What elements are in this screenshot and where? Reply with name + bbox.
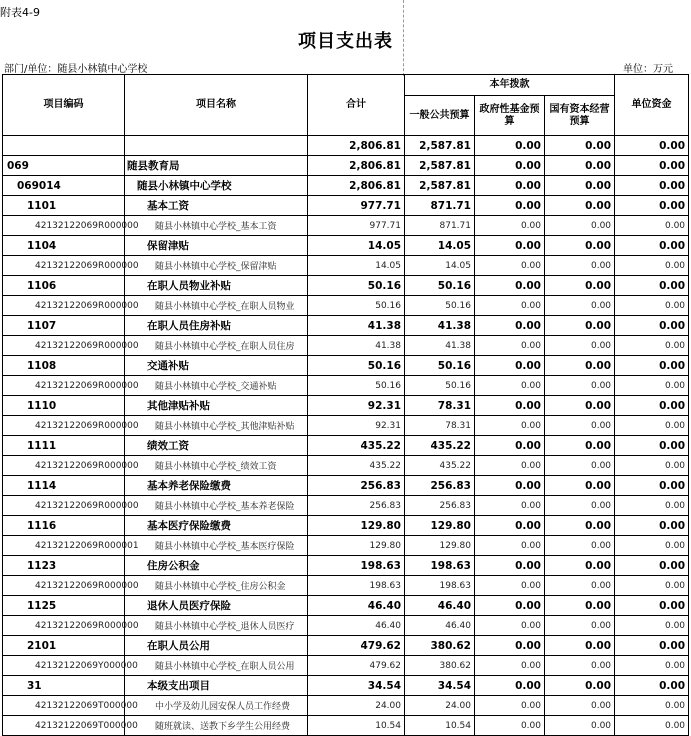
cell-gov-fund: 0.00 <box>475 556 545 576</box>
cell-name: 随县小林镇中心学校_基本医疗保险 <box>125 536 308 556</box>
cell-gov-fund: 0.00 <box>475 136 545 156</box>
cell-state-capital: 0.00 <box>545 416 615 436</box>
cell-unit-fund: 0.00 <box>615 636 689 656</box>
cell-unit-fund: 0.00 <box>615 516 689 536</box>
cell-name: 交通补贴 <box>125 356 308 376</box>
cell-code: 1110 <box>3 396 125 416</box>
cell-general: 41.38 <box>405 336 475 356</box>
cell-code: 1114 <box>3 476 125 496</box>
table-row <box>3 136 689 156</box>
cell-name: 本级支出项目 <box>125 676 308 696</box>
table-row <box>3 576 689 596</box>
cell-name: 随班就读、送教下乡学生公用经费 <box>125 716 308 736</box>
table-row <box>3 536 689 556</box>
cell-general: 256.83 <box>405 476 475 496</box>
cell-state-capital: 0.00 <box>545 496 615 516</box>
cell-unit-fund: 0.00 <box>615 656 689 676</box>
table-row <box>3 256 689 276</box>
table-row <box>3 696 689 716</box>
table-row <box>3 356 689 376</box>
table-row <box>3 376 689 396</box>
cell-state-capital: 0.00 <box>545 136 615 156</box>
cell-state-capital: 0.00 <box>545 516 615 536</box>
cell-gov-fund: 0.00 <box>475 156 545 176</box>
cell-code: 1107 <box>3 316 125 336</box>
cell-unit-fund: 0.00 <box>615 456 689 476</box>
table-row <box>3 456 689 476</box>
cell-gov-fund: 0.00 <box>475 656 545 676</box>
col-header-general: 一般公共预算 <box>405 96 475 136</box>
cell-name: 保留津贴 <box>125 236 308 256</box>
table-row <box>3 316 689 336</box>
cell-general: 129.80 <box>405 516 475 536</box>
cell-unit-fund: 0.00 <box>615 336 689 356</box>
cell-state-capital: 0.00 <box>545 376 615 396</box>
cell-total: 34.54 <box>308 676 405 696</box>
cell-gov-fund: 0.00 <box>475 356 545 376</box>
cell-general: 380.62 <box>405 636 475 656</box>
table-row <box>3 276 689 296</box>
cell-code: 42132122069R000000 <box>3 616 125 636</box>
cell-general: 198.63 <box>405 576 475 596</box>
col-header-code: 项目编码 <box>3 75 125 136</box>
table-row <box>3 396 689 416</box>
cell-total: 256.83 <box>308 496 405 516</box>
table-row <box>3 216 689 236</box>
table-row <box>3 236 689 256</box>
cell-general: 435.22 <box>405 436 475 456</box>
cell-code: 42132122069R000000 <box>3 296 125 316</box>
cell-general: 871.71 <box>405 216 475 236</box>
cell-total: 92.31 <box>308 396 405 416</box>
table-row <box>3 596 689 616</box>
cell-name: 中小学及幼儿园安保人员工作经费 <box>125 696 308 716</box>
cell-unit-fund: 0.00 <box>615 296 689 316</box>
cell-total: 2,806.81 <box>308 136 405 156</box>
cell-unit-fund: 0.00 <box>615 716 689 736</box>
cell-name: 随县小林镇中心学校_住房公积金 <box>125 576 308 596</box>
cell-total: 2,806.81 <box>308 156 405 176</box>
cell-code: 42132122069T000000 <box>3 696 125 716</box>
cell-general: 50.16 <box>405 276 475 296</box>
cell-general: 78.31 <box>405 396 475 416</box>
cell-total: 129.80 <box>308 516 405 536</box>
cell-name: 随县小林镇中心学校_基本工资 <box>125 216 308 236</box>
cell-code: 42132122069R000000 <box>3 376 125 396</box>
cell-name: 随县小林镇中心学校_绩效工资 <box>125 456 308 476</box>
cell-general: 380.62 <box>405 656 475 676</box>
cell-gov-fund: 0.00 <box>475 496 545 516</box>
cell-total: 14.05 <box>308 256 405 276</box>
cell-gov-fund: 0.00 <box>475 616 545 636</box>
cell-total: 24.00 <box>308 696 405 716</box>
cell-name: 住房公积金 <box>125 556 308 576</box>
cell-general: 41.38 <box>405 316 475 336</box>
cell-state-capital: 0.00 <box>545 156 615 176</box>
table-row <box>3 476 689 496</box>
table-row <box>3 636 689 656</box>
cell-total: 92.31 <box>308 416 405 436</box>
cell-name <box>125 136 308 156</box>
cell-unit-fund: 0.00 <box>615 676 689 696</box>
cell-code: 42132122069R000000 <box>3 576 125 596</box>
cell-unit-fund: 0.00 <box>615 576 689 596</box>
cell-general: 256.83 <box>405 496 475 516</box>
cell-unit-fund: 0.00 <box>615 696 689 716</box>
cell-name: 绩效工资 <box>125 436 308 456</box>
cell-unit-fund: 0.00 <box>615 216 689 236</box>
cell-state-capital: 0.00 <box>545 216 615 236</box>
cell-code: 1104 <box>3 236 125 256</box>
cell-gov-fund: 0.00 <box>475 396 545 416</box>
cell-gov-fund: 0.00 <box>475 476 545 496</box>
cell-general: 129.80 <box>405 536 475 556</box>
cell-unit-fund: 0.00 <box>615 156 689 176</box>
cell-total: 435.22 <box>308 436 405 456</box>
cell-gov-fund: 0.00 <box>475 216 545 236</box>
cell-total: 129.80 <box>308 536 405 556</box>
cell-code: 1108 <box>3 356 125 376</box>
cell-unit-fund: 0.00 <box>615 596 689 616</box>
cell-total: 479.62 <box>308 656 405 676</box>
cell-name: 退休人员医疗保险 <box>125 596 308 616</box>
cell-name: 基本养老保险缴费 <box>125 476 308 496</box>
cell-total: 46.40 <box>308 596 405 616</box>
cell-state-capital: 0.00 <box>545 716 615 736</box>
cell-code: 42132122069R000000 <box>3 416 125 436</box>
cell-code: 42132122069Y000000 <box>3 656 125 676</box>
cell-unit-fund: 0.00 <box>615 176 689 196</box>
cell-total: 977.71 <box>308 216 405 236</box>
cell-state-capital: 0.00 <box>545 176 615 196</box>
cell-gov-fund: 0.00 <box>475 416 545 436</box>
cell-total: 977.71 <box>308 196 405 216</box>
cell-gov-fund: 0.00 <box>475 516 545 536</box>
cell-general: 78.31 <box>405 416 475 436</box>
cell-general: 871.71 <box>405 196 475 216</box>
cell-state-capital: 0.00 <box>545 636 615 656</box>
header-row-1 <box>3 75 689 96</box>
table-row <box>3 416 689 436</box>
attachment-label: 附表4-9 <box>0 6 40 19</box>
cell-state-capital: 0.00 <box>545 296 615 316</box>
cell-unit-fund: 0.00 <box>615 436 689 456</box>
cell-name: 随县小林镇中心学校_保留津贴 <box>125 256 308 276</box>
cell-code: 1106 <box>3 276 125 296</box>
table-row <box>3 676 689 696</box>
cell-unit-fund: 0.00 <box>615 276 689 296</box>
cell-state-capital: 0.00 <box>545 396 615 416</box>
department-label: 部门/单位：随县小林镇中心学校 <box>4 64 148 75</box>
cell-total: 46.40 <box>308 616 405 636</box>
cell-gov-fund: 0.00 <box>475 256 545 276</box>
cell-state-capital: 0.00 <box>545 536 615 556</box>
table-row <box>3 656 689 676</box>
cell-unit-fund: 0.00 <box>615 136 689 156</box>
cell-state-capital: 0.00 <box>545 616 615 636</box>
cell-state-capital: 0.00 <box>545 696 615 716</box>
cell-general: 50.16 <box>405 356 475 376</box>
cell-unit-fund: 0.00 <box>615 416 689 436</box>
cell-name: 随县小林镇中心学校_基本养老保险 <box>125 496 308 516</box>
table-row <box>3 156 689 176</box>
cell-gov-fund: 0.00 <box>475 676 545 696</box>
cell-general: 14.05 <box>405 236 475 256</box>
cell-gov-fund: 0.00 <box>475 236 545 256</box>
project-expenditure-table <box>2 74 689 736</box>
cell-code: 42132122069R000001 <box>3 536 125 556</box>
cell-code: 42132122069T000000 <box>3 716 125 736</box>
cell-general: 10.54 <box>405 716 475 736</box>
cell-gov-fund: 0.00 <box>475 196 545 216</box>
cell-total: 198.63 <box>308 556 405 576</box>
cell-unit-fund: 0.00 <box>615 316 689 336</box>
cell-general: 50.16 <box>405 376 475 396</box>
cell-state-capital: 0.00 <box>545 676 615 696</box>
cell-name: 随县小林镇中心学校_在职人员物业 <box>125 296 308 316</box>
col-header-unit-fund: 单位资金 <box>615 75 689 136</box>
cell-state-capital: 0.00 <box>545 236 615 256</box>
unit-label: 单位：万元 <box>623 64 673 75</box>
cell-total: 41.38 <box>308 316 405 336</box>
cell-gov-fund: 0.00 <box>475 536 545 556</box>
cell-general: 46.40 <box>405 596 475 616</box>
cell-unit-fund: 0.00 <box>615 556 689 576</box>
cell-total: 256.83 <box>308 476 405 496</box>
cell-total: 10.54 <box>308 716 405 736</box>
cell-name: 随县小林镇中心学校_其他津贴补贴 <box>125 416 308 436</box>
cell-gov-fund: 0.00 <box>475 716 545 736</box>
table-row <box>3 176 689 196</box>
cell-total: 41.38 <box>308 336 405 356</box>
cell-code: 1116 <box>3 516 125 536</box>
cell-unit-fund: 0.00 <box>615 496 689 516</box>
table-row <box>3 716 689 736</box>
cell-unit-fund: 0.00 <box>615 376 689 396</box>
col-header-name: 项目名称 <box>125 75 308 136</box>
cell-total: 479.62 <box>308 636 405 656</box>
cell-unit-fund: 0.00 <box>615 256 689 276</box>
cell-name: 在职人员物业补贴 <box>125 276 308 296</box>
cell-code: 1101 <box>3 196 125 216</box>
cell-code: 42132122069R000000 <box>3 456 125 476</box>
cell-gov-fund: 0.00 <box>475 316 545 336</box>
cell-name: 随县教育局 <box>125 156 308 176</box>
cell-general: 24.00 <box>405 696 475 716</box>
cell-code: 1123 <box>3 556 125 576</box>
cell-total: 2,806.81 <box>308 176 405 196</box>
cell-gov-fund: 0.00 <box>475 296 545 316</box>
cell-state-capital: 0.00 <box>545 556 615 576</box>
page-title: 项目支出表 <box>298 31 393 52</box>
cell-name: 在职人员公用 <box>125 636 308 656</box>
cell-name: 随县小林镇中心学校_交通补贴 <box>125 376 308 396</box>
cell-gov-fund: 0.00 <box>475 596 545 616</box>
table-row <box>3 556 689 576</box>
cell-name: 随县小林镇中心学校_退休人员医疗 <box>125 616 308 636</box>
cell-code: 42132122069R000000 <box>3 256 125 276</box>
cell-total: 50.16 <box>308 376 405 396</box>
cell-total: 198.63 <box>308 576 405 596</box>
cell-name: 在职人员住房补贴 <box>125 316 308 336</box>
cell-state-capital: 0.00 <box>545 596 615 616</box>
cell-general: 34.54 <box>405 676 475 696</box>
cell-gov-fund: 0.00 <box>475 696 545 716</box>
cell-unit-fund: 0.00 <box>615 396 689 416</box>
cell-gov-fund: 0.00 <box>475 176 545 196</box>
cell-code: 069 <box>3 156 125 176</box>
cell-state-capital: 0.00 <box>545 656 615 676</box>
cell-gov-fund: 0.00 <box>475 456 545 476</box>
table-row <box>3 436 689 456</box>
cell-total: 50.16 <box>308 296 405 316</box>
cell-gov-fund: 0.00 <box>475 336 545 356</box>
table-row <box>3 336 689 356</box>
cell-code: 42132122069R000000 <box>3 496 125 516</box>
cell-code: 1125 <box>3 596 125 616</box>
cell-state-capital: 0.00 <box>545 256 615 276</box>
cell-state-capital: 0.00 <box>545 196 615 216</box>
cell-name: 随县小林镇中心学校_在职人员住房 <box>125 336 308 356</box>
cell-gov-fund: 0.00 <box>475 576 545 596</box>
cell-unit-fund: 0.00 <box>615 616 689 636</box>
cell-state-capital: 0.00 <box>545 476 615 496</box>
cell-code <box>3 136 125 156</box>
cell-name: 基本医疗保险缴费 <box>125 516 308 536</box>
cell-unit-fund: 0.00 <box>615 236 689 256</box>
table-row <box>3 616 689 636</box>
cell-name: 随县小林镇中心学校_在职人员公用 <box>125 656 308 676</box>
cell-code: 2101 <box>3 636 125 656</box>
cell-unit-fund: 0.00 <box>615 356 689 376</box>
cell-code: 31 <box>3 676 125 696</box>
cell-general: 14.05 <box>405 256 475 276</box>
cell-state-capital: 0.00 <box>545 576 615 596</box>
cell-total: 50.16 <box>308 356 405 376</box>
cell-total: 435.22 <box>308 456 405 476</box>
cell-code: 42132122069R000000 <box>3 216 125 236</box>
col-header-state-capital: 国有资本经营预算 <box>545 96 615 136</box>
cell-state-capital: 0.00 <box>545 276 615 296</box>
col-header-total: 合计 <box>308 75 405 136</box>
cell-name: 基本工资 <box>125 196 308 216</box>
cell-general: 2,587.81 <box>405 176 475 196</box>
cell-state-capital: 0.00 <box>545 336 615 356</box>
table-row <box>3 496 689 516</box>
cell-name: 其他津贴补贴 <box>125 396 308 416</box>
cell-gov-fund: 0.00 <box>475 376 545 396</box>
cell-general: 2,587.81 <box>405 136 475 156</box>
cell-gov-fund: 0.00 <box>475 436 545 456</box>
cell-state-capital: 0.00 <box>545 316 615 336</box>
cell-state-capital: 0.00 <box>545 356 615 376</box>
cell-total: 14.05 <box>308 236 405 256</box>
cell-gov-fund: 0.00 <box>475 276 545 296</box>
cell-total: 50.16 <box>308 276 405 296</box>
cell-code: 069014 <box>3 176 125 196</box>
cell-unit-fund: 0.00 <box>615 476 689 496</box>
cell-code: 1111 <box>3 436 125 456</box>
cell-gov-fund: 0.00 <box>475 636 545 656</box>
col-header-gov-fund: 政府性基金预算 <box>475 96 545 136</box>
cell-general: 198.63 <box>405 556 475 576</box>
col-header-current-year: 本年拨款 <box>405 75 615 96</box>
cell-general: 2,587.81 <box>405 156 475 176</box>
cell-state-capital: 0.00 <box>545 436 615 456</box>
cell-name: 随县小林镇中心学校 <box>125 176 308 196</box>
cell-code: 42132122069R000000 <box>3 336 125 356</box>
cell-unit-fund: 0.00 <box>615 196 689 216</box>
cell-general: 435.22 <box>405 456 475 476</box>
table-row <box>3 516 689 536</box>
cell-general: 50.16 <box>405 296 475 316</box>
table-row <box>3 196 689 216</box>
cell-general: 46.40 <box>405 616 475 636</box>
cell-unit-fund: 0.00 <box>615 536 689 556</box>
cell-state-capital: 0.00 <box>545 456 615 476</box>
table-row <box>3 296 689 316</box>
